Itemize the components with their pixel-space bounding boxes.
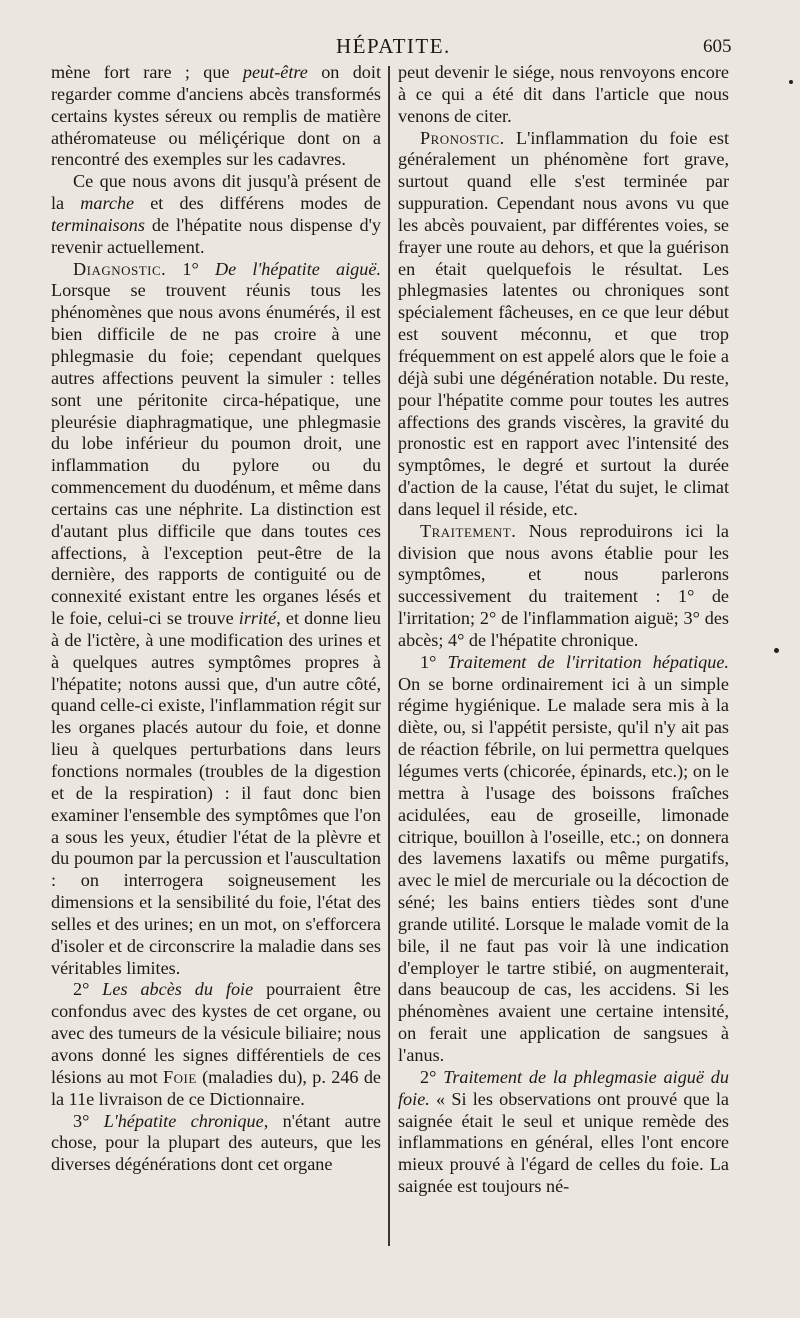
paragraph: Ce que nous avons dit jusqu'à présent de la marche et des différens modes de terminaisons de l'hépatite nous dispense d'y revenir actuellement.	[51, 171, 381, 257]
paragraph-diagnostic: Diagnostic. 1° De l'hépatite aiguë. Lorsque se trouvent réunis tous les phénomènes que nous avons énumérés, il est bien difficile de ne pas croire à une phlegmasie du foie; cependant quelques autres affections peuvent la simuler : telles sont une péritonite circa-hépatique, une pleurésie diaphragmatique, une phlegmasie du lobe inférieur du poumon droit, une inflammation du pylore ou du commencement du duodénum, et même dans certains cas une néphrite. La distinction est d'autant plus difficile que dans toutes ces affections, à l'exception peut-être de la dernière, des rapports de contiguité ou de connexité existant entre les organes lésés et le foie, celui-ci se trouve irrité, et donne lieu à de l'ictère, à une modification des urines et à quelques autres symptômes propres à l'hépatite; notons aussi que, d'un autre côté, quand celle-ci existe, l'inflammation régit sur les organes placés autour du foie, et donne lieu à quelques perturbations dans leurs fonctions normales (troubles de la digestion et de la respiration) : il faut donc bien examiner l'ensemble des symptômes que l'on a sous les yeux, étudier l'état de la plèvre et du poumon par la percussion et l'auscultation : on interrogera soigneusement les dimensions et la sensibilité du foie, l'état des selles et des urines; en un mot, on s'efforcera d'isoler et de circonscrire la maladie dans ses véritables limites.	[51, 258, 381, 978]
paragraph: 3° L'hépatite chronique, n'étant autre chose, pour la plupart des auteurs, que les diverses dégénérations dont cet organe	[51, 1110, 381, 1175]
section-heading: Diagnostic.	[73, 258, 167, 279]
ink-speck	[774, 648, 779, 653]
section-heading: Pronostic.	[420, 127, 505, 148]
paragraph: 1° Traitement de l'irritation hépatique. On se borne ordinairement ici à un simple régime hygiénique. Le malade sera mis à la diète, ou, si l'appétit persiste, qu'il n'y ait pas de réaction fébrile, on lui permettra quelques légumes verts (chicorée, épinards, etc.); on le mettra à l'usage des boissons fraîches acidulées, eau de groseille, limonade citrique, bouillon à l'oseille, etc.; on donnera des lavemens laxatifs ou même purgatifs, avec le miel de mercuriale ou la décoction de séné; les bains entiers tièdes sont d'une grande utilité. Lorsque le malade vomit de la bile, il ne faut pas voir là une indication d'employer le tartre stibié, on augmenterait, dans beaucoup de cas, les accidens. Si les phénomènes avaient une certaine intensité, on ferait une application de sangsues à l'anus.	[398, 651, 729, 1065]
paragraph-pronostic: Pronostic. L'inflammation du foie est généralement un phénomène fort grave, surtout quand elle s'est terminée par suppuration. Cependant nous avons vu que les abcès pouvaient, par différentes voies, se frayer une route au dehors, et que la guérison en était quelquefois le résultat. Les phlegmasies latentes ou chroniques sont spécialement fâcheuses, en ce que leur début est souvent méconnu, et que trop fréquemment on est appelé alors que le foie a déjà subi une dégénération notable. Du reste, pour l'hépatite comme pour toutes les autres affections des grands viscères, la gravité du pronostic est en rapport avec l'intensité des symptômes, le degré et surtout la durée d'action de la cause, l'état du sujet, le climat dans lequel il réside, etc.	[398, 127, 729, 519]
paragraph: peut devenir le siége, nous renvoyons encore à ce qui a été dit dans l'article que nous venons de citer.	[398, 62, 729, 126]
right-column	[398, 62, 729, 1198]
paragraph: 2° Traitement de la phlegmasie aiguë du foie. « Si les observations ont prouvé que la saignée était le seul et unique remède des inflammations en général, elles l'ont encore mieux prouvé à l'égard de celles du foie. La saignée est toujours né-	[398, 1066, 729, 1197]
page-number: 605	[703, 36, 732, 57]
paragraph: mène fort rare ; que peut-être on doit regarder comme d'anciens abcès transformés certains kystes séreux ou remplis de matière athéromateuse ou méliçérique dont on a rencontré des exemples sur les cadavres.	[51, 62, 382, 170]
running-header	[0, 30, 800, 66]
column-divider	[388, 66, 390, 1246]
running-title: HÉPATITE.	[336, 34, 451, 58]
left-column	[51, 62, 381, 1176]
paragraph: 2° Les abcès du foie pourraient être confondus avec des kystes de cet organe, ou avec des tumeurs de la vésicule biliaire; nous avons donné les signes différentiels de ces lésions au mot Foie (maladies du), p. 246 de la 11e livraison de ce Dictionnaire.	[51, 979, 382, 1109]
ink-speck	[789, 80, 793, 84]
paragraph-traitement: Traitement. Nous reproduirons ici la division que nous avons établie pour les symptômes, et nous parlerons successivement du traitement : 1° de l'irritation; 2° de l'inflammation aiguë; 3° des abcès; 4° de l'hépatite chronique.	[398, 520, 729, 650]
section-heading: Traitement.	[420, 520, 517, 541]
